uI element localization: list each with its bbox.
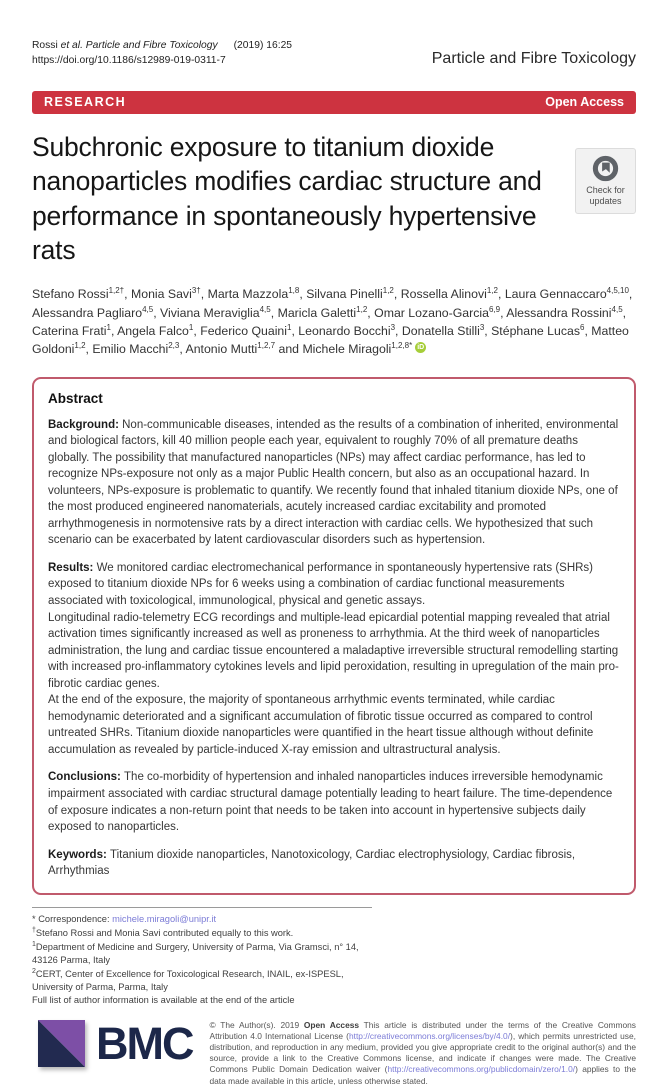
author-name: Matteo Goldoni bbox=[32, 324, 629, 357]
author-name: Angela Falco bbox=[117, 324, 189, 339]
author-name: Monia Savi bbox=[130, 287, 192, 302]
check-badge-label: Check for updates bbox=[586, 185, 625, 206]
abstract-section: Conclusions: The co-morbidity of hypertension and inhaled nanoparticles induces irreversible hemodynamic impairment associated with cardiac structural damage potentially leading to heart failure. The time-dependence of exposure indicates a non-return point that needs to be taken into account in hypertensive subjects daily exposed to nanoparticles. bbox=[48, 771, 613, 834]
author-name: Rossella Alinovi bbox=[400, 287, 487, 302]
footnote-line: Full list of author information is available at the end of the article bbox=[32, 995, 295, 1006]
footnote-divider bbox=[32, 907, 372, 908]
footnote-lines bbox=[32, 926, 380, 1007]
author-name: Emilio Macchi bbox=[92, 342, 169, 357]
author-name: Viviana Meraviglia bbox=[160, 305, 260, 320]
author-name: Marta Mazzola bbox=[207, 287, 289, 302]
orcid-icon[interactable]: iD bbox=[417, 344, 425, 352]
abstract-section: Keywords: Titanium dioxide nanoparticles, Nanotoxicology, Cardiac electrophysiology, Cardiac fibrosis, Arrhythmias bbox=[48, 848, 576, 878]
author-name: Stéphane Lucas bbox=[491, 324, 580, 339]
author-name: Alessandra Rossini bbox=[506, 305, 612, 320]
open-access-label: Open Access bbox=[545, 95, 624, 110]
abstract-section: Results: We monitored cardiac electromechanical performance in spontaneously hypertensive rats (SHRs) exposed to titanium dioxide NPs for 6 weeks using a combination of cardiac functional measurements associated with toxicological, immunological, physical and genetic assays. Longitudinal radio-telemetry ECG recordings and multiple-lead epicardial potential mapping revealed that atrial activation times significantly increased as well as proneness to arrhythmia. At the third week of nanoparticles administration, the lung and cardiac tissue encountered a maladaptive irreversible structural remodelling starting with increased pro-inflammatory cytokines levels and lipid peroxidation, resulting in upregulation of the main pro-fibrotic cardiac genes. At the end of the exposure, the majority of spontaneous arrhythmic events terminated, while cardiac hemodynamic deteriorated and a significant accumulation of fibrotic tissue occurred as compared to control untreated SHRs. Titanium dioxide nanoparticles were quantified in the heart tissue although without definite accumulation as revealed by particle-induced X-ray emission and ultrastructural analysis. bbox=[48, 561, 619, 756]
bmc-logo-icon bbox=[38, 1020, 85, 1067]
check-for-updates-badge[interactable] bbox=[575, 148, 636, 214]
author-name: Stefano Rossi bbox=[32, 287, 109, 302]
abstract-sections bbox=[48, 417, 620, 880]
page-footer bbox=[32, 1020, 636, 1087]
journal-name: Particle and Fibre Toxicology bbox=[431, 50, 636, 67]
research-label: RESEARCH bbox=[44, 95, 127, 110]
bmc-logo bbox=[38, 1018, 193, 1070]
copyright-text: © The Author(s). 2019 Open Access This article is distributed under the terms of the Creative Commons Attribution 4.0 International License (http://creativecommons.org/licenses/by/4.0/), which permits unrestricted use, distribution, and reproduction in any medium, provided you give appropriate credit to the original author(s) and the source, provide a link to the Creative Commons license, and indicate if changes were made. The Creative Commons Public Domain Dedication waiver (http://creativecommons.org/publicdomain/zero/1.0/) applies to the data made available in this article, unless otherwise stated. bbox=[209, 1020, 637, 1086]
bmc-logo-text: BMC bbox=[96, 1018, 193, 1070]
footnotes bbox=[32, 907, 380, 1007]
abstract-section: Background: Non-communicable diseases, intended as the results of a combination of inherited, environmental and biological factors, kill 40 million people each year, equivalent to roughly 70% of all premature deaths globally. The possibility that manufactured nanoparticles (NPs) may affect cardiac performance, has led to recognize NPs-exposure not only as a major Public Health concern, but also as an occupational hazard. In volunteers, NPs-exposure is problematic to quantify. We recently found that inhaled titanium dioxide NPs, one of the most produced engineered nanomaterials, acutely increased cardiac excitability and promoted arrhythmogenesis in normotensive rats by a direct interaction with cardiac cells. We hypothesized that such scenario can be exacerbated by latent cardiovascular disorders such as hypertension. bbox=[48, 418, 619, 547]
abstract-box bbox=[32, 377, 636, 895]
license-link[interactable]: http://creativecommons.org/licenses/by/4.0/ bbox=[348, 1031, 511, 1042]
footnote-line: $^1$Department of Medicine and Surgery, University of Parma, Via Gramsci, n° 14, 43126 Parma, Italy bbox=[32, 940, 359, 965]
abstract-heading: Abstract bbox=[48, 390, 103, 406]
correspondence-email[interactable]: michele.miragoli@unipr.it bbox=[112, 913, 217, 924]
correspondence-line: * Correspondence: michele.miragoli@unipr.it bbox=[32, 913, 217, 924]
author-list: Stefano Rossi$^{1,2\dagger}$, Monia Savi$^{3\dagger}$, Marta Mazzola$^{1,8}$, Silvana Pinelli$^{1,2}$, Rossella Alinovi$^{1,2}$, Laura Gennaccaro$^{4,5,10}$, Alessandra Pagliaro$^{4,5}$, Viviana Meraviglia$^{4,5}$, Maricla Galetti$^{1,2}$, Omar Lozano-Garcia$^{6,9}$, Alessandra Rossini$^{4,5}$, Caterina Frati$^1$, Angela Falco$^1$, Federico Quaini$^1$, Leonardo Bocchi$^3$, Donatella Stilli$^3$, Stéphane Lucas$^6$, Matteo Goldoni$^{1,2}$, Emilio Macchi$^{2,3}$, Antonio Mutti$^{1,2,7}$ and Michele Miragoli$^{1,2,8*}$ iD bbox=[32, 286, 633, 357]
page-header bbox=[32, 38, 636, 69]
author-name: Silvana Pinelli bbox=[306, 287, 383, 302]
author-name: Leonardo Bocchi bbox=[298, 324, 391, 339]
doi-text: https://doi.org/10.1186/s12989-019-0311-7 bbox=[32, 55, 226, 67]
author-name: Donatella Stilli bbox=[401, 324, 480, 339]
author-name: Alessandra Pagliaro bbox=[32, 305, 143, 320]
license-link[interactable]: http://creativecommons.org/publicdomain/zero/1.0/ bbox=[387, 1064, 576, 1075]
author-name: Omar Lozano-Garcia bbox=[374, 305, 489, 320]
research-banner bbox=[32, 91, 636, 114]
author-name: Antonio Mutti bbox=[185, 342, 258, 357]
crossmark-icon bbox=[592, 155, 619, 182]
author-name: Laura Gennaccaro bbox=[504, 287, 607, 302]
open-access-bold: Open Access bbox=[303, 1020, 360, 1031]
citation-line: Rossi et al. Particle and Fibre Toxicology (2019) 16:25 bbox=[32, 40, 293, 51]
header-citation bbox=[32, 38, 292, 69]
author-name: Maricla Galetti bbox=[277, 305, 357, 320]
article-title: Subchronic exposure to titanium dioxide nanoparticles modifies cardiac structure and performance in spontaneously hypertensive rats bbox=[32, 131, 542, 266]
footnote-line: $^2$CERT, Center of Excellence for Toxicological Research, INAIL, ex-ISPESL, University of Parma, Parma, Italy bbox=[32, 967, 344, 993]
author-name: Caterina Frati bbox=[32, 324, 107, 339]
author-name: Federico Quaini bbox=[200, 324, 287, 339]
footnote-line: †Stefano Rossi and Monia Savi contributed equally to this work. bbox=[32, 926, 294, 938]
author-name: Michele Miragoli bbox=[302, 342, 392, 357]
